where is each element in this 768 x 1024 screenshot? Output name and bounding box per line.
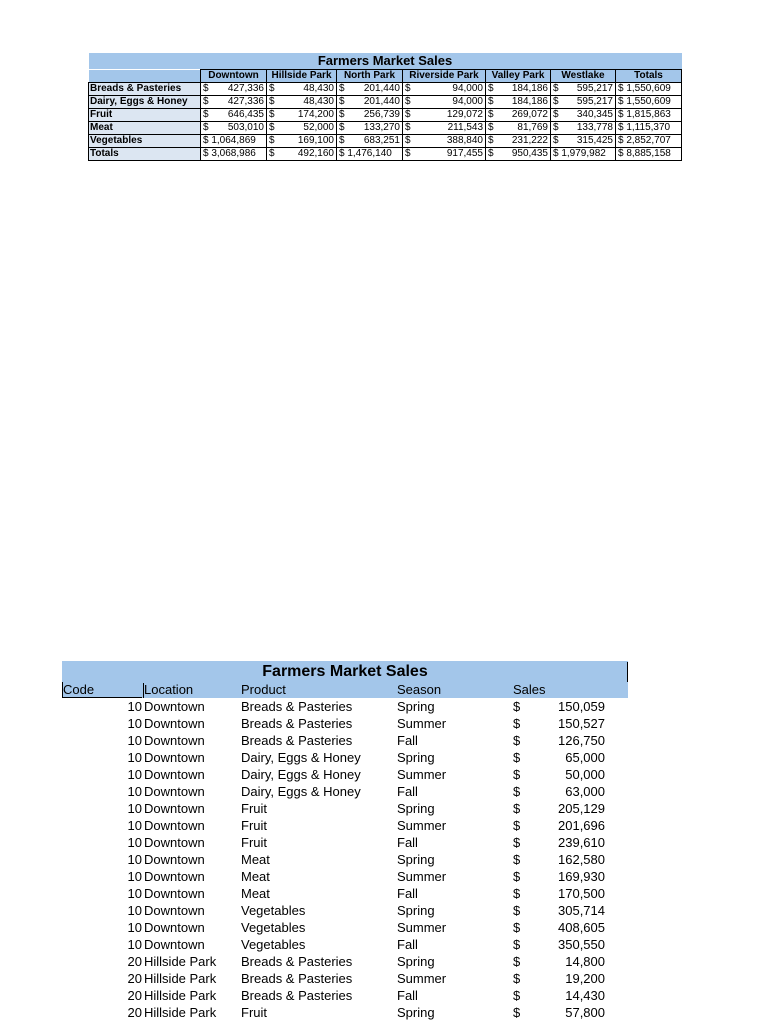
- list-title[interactable]: Farmers Market Sales: [262, 663, 428, 680]
- season-cell[interactable]: Spring: [397, 801, 435, 816]
- sales-cell[interactable]: 162,580: [558, 852, 605, 867]
- summary-col-header[interactable]: North Park: [337, 70, 403, 83]
- header-product[interactable]: Product: [241, 682, 286, 697]
- location-cell[interactable]: Hillside Park: [144, 971, 217, 986]
- summary-row-label[interactable]: Fruit: [89, 109, 201, 122]
- currency-symbol: $: [513, 920, 521, 935]
- code-cell[interactable]: 10: [127, 750, 142, 765]
- summary-value-cell[interactable]: [201, 148, 267, 161]
- season-cell[interactable]: Spring: [397, 699, 435, 714]
- summary-header-row: [89, 70, 682, 83]
- sales-cell[interactable]: 14,800: [565, 954, 605, 969]
- summary-value-cell[interactable]: [403, 109, 486, 122]
- code-cell[interactable]: 10: [127, 801, 142, 816]
- list-row: [62, 749, 628, 766]
- summary-value-cell[interactable]: [616, 122, 682, 135]
- summary-value: 427,336: [227, 96, 264, 107]
- summary-value-cell[interactable]: [486, 122, 551, 135]
- currency-symbol: $: [513, 869, 521, 884]
- location-cell[interactable]: Downtown: [144, 767, 205, 782]
- summary-value: 917,455: [446, 148, 483, 159]
- season-cell[interactable]: Fall: [397, 733, 418, 748]
- summary-value-cell[interactable]: [551, 83, 616, 96]
- currency-symbol: $: [513, 1005, 521, 1020]
- product-cell[interactable]: Meat: [241, 869, 270, 884]
- summary-value-cell[interactable]: [551, 148, 616, 161]
- product-cell[interactable]: Vegetables: [241, 920, 306, 935]
- currency-symbol: $: [488, 135, 494, 146]
- header-location[interactable]: Location: [144, 682, 194, 697]
- summary-value: 315,425: [576, 135, 613, 146]
- summary-value: 8,885,158: [626, 148, 671, 159]
- summary-row: [89, 109, 682, 122]
- code-cell[interactable]: 10: [127, 920, 142, 935]
- currency-symbol: $: [405, 109, 411, 120]
- summary-value-cell[interactable]: [486, 109, 551, 122]
- currency-symbol: $: [269, 148, 275, 159]
- list-rows: [62, 698, 628, 1021]
- summary-row: [89, 83, 682, 96]
- currency-symbol: $: [553, 122, 559, 133]
- list-row: [62, 698, 628, 715]
- summary-value-cell[interactable]: [403, 135, 486, 148]
- sales-cell[interactable]: 57,800: [565, 1005, 605, 1020]
- summary-value-cell[interactable]: [337, 148, 403, 161]
- summary-value-cell[interactable]: [486, 96, 551, 109]
- summary-value: 48,430: [303, 83, 334, 94]
- sales-cell[interactable]: 150,527: [558, 716, 605, 731]
- list-row: [62, 987, 628, 1004]
- season-cell[interactable]: Spring: [397, 1005, 435, 1020]
- product-cell[interactable]: Fruit: [241, 835, 267, 850]
- product-cell[interactable]: Breads & Pasteries: [241, 733, 353, 748]
- summary-row-label[interactable]: Breads & Pasteries: [89, 83, 201, 96]
- location-cell[interactable]: Hillside Park: [144, 954, 217, 969]
- currency-symbol: $: [513, 852, 521, 867]
- summary-value: 950,435: [511, 148, 548, 159]
- sales-cell[interactable]: 19,200: [565, 971, 605, 986]
- summary-value-cell[interactable]: [403, 96, 486, 109]
- list-row: [62, 902, 628, 919]
- currency-symbol: $: [513, 733, 521, 748]
- summary-value-cell[interactable]: [267, 122, 337, 135]
- summary-value: 683,251: [363, 135, 400, 146]
- summary-col-header[interactable]: Westlake: [551, 70, 616, 83]
- summary-value-cell[interactable]: [267, 109, 337, 122]
- summary-corner-cell[interactable]: [89, 70, 201, 83]
- header-code[interactable]: Code: [63, 682, 95, 697]
- summary-value: 595,217: [576, 96, 613, 107]
- summary-value: 1,550,609: [626, 83, 671, 94]
- summary-value-cell[interactable]: [337, 135, 403, 148]
- list-row: [62, 868, 628, 885]
- sales-cell[interactable]: 201,696: [558, 818, 605, 833]
- code-cell[interactable]: 20: [127, 971, 142, 986]
- sales-cell[interactable]: 50,000: [565, 767, 605, 782]
- summary-value: 340,345: [576, 109, 613, 120]
- summary-value: 269,072: [511, 109, 548, 120]
- summary-value: 201,440: [363, 96, 400, 107]
- summary-value-cell[interactable]: [337, 122, 403, 135]
- summary-value-cell[interactable]: [551, 96, 616, 109]
- product-cell[interactable]: Breads & Pasteries: [241, 716, 353, 731]
- summary-value: 2,852,707: [626, 135, 671, 146]
- location-cell[interactable]: Downtown: [144, 699, 205, 714]
- season-cell[interactable]: Summer: [397, 869, 447, 884]
- product-cell[interactable]: Fruit: [241, 801, 267, 816]
- summary-value-cell[interactable]: [201, 83, 267, 96]
- currency-symbol: $: [203, 122, 209, 133]
- sales-cell[interactable]: 63,000: [565, 784, 605, 799]
- location-cell[interactable]: Downtown: [144, 835, 205, 850]
- summary-value: 184,186: [511, 83, 548, 94]
- summary-col-header[interactable]: Downtown: [201, 70, 267, 83]
- list-row: [62, 1004, 628, 1021]
- code-cell[interactable]: 10: [127, 937, 142, 952]
- season-cell[interactable]: Spring: [397, 903, 435, 918]
- summary-value: 1,064,869: [211, 135, 256, 146]
- currency-symbol: $: [405, 96, 411, 107]
- currency-symbol: $: [553, 83, 559, 94]
- sales-cell[interactable]: 170,500: [558, 886, 605, 901]
- summary-value-cell[interactable]: [267, 96, 337, 109]
- season-cell[interactable]: Summer: [397, 767, 447, 782]
- currency-symbol: $: [203, 109, 209, 120]
- code-cell[interactable]: 20: [127, 1005, 142, 1020]
- season-cell[interactable]: Spring: [397, 954, 435, 969]
- summary-value: 503,010: [227, 122, 264, 133]
- season-cell[interactable]: Fall: [397, 886, 418, 901]
- summary-value-cell[interactable]: [201, 135, 267, 148]
- season-cell[interactable]: Fall: [397, 784, 418, 799]
- season-cell[interactable]: Summer: [397, 716, 447, 731]
- currency-symbol: $: [513, 750, 521, 765]
- currency-symbol: $: [488, 96, 494, 107]
- summary-row-label[interactable]: Dairy, Eggs & Honey: [89, 96, 201, 109]
- currency-symbol: $: [618, 83, 627, 94]
- summary-value-cell[interactable]: [616, 109, 682, 122]
- season-cell[interactable]: Summer: [397, 971, 447, 986]
- currency-symbol: $: [513, 818, 521, 833]
- currency-symbol: $: [339, 135, 345, 146]
- currency-symbol: $: [405, 122, 411, 133]
- summary-value: 52,000: [303, 122, 334, 133]
- summary-value-cell[interactable]: [337, 109, 403, 122]
- location-cell[interactable]: Hillside Park: [144, 1005, 217, 1020]
- cell-cursor: [627, 662, 628, 682]
- summary-value: 1,476,140: [347, 148, 392, 159]
- summary-value: 133,270: [363, 122, 400, 133]
- summary-value-cell[interactable]: [551, 122, 616, 135]
- product-cell[interactable]: Dairy, Eggs & Honey: [241, 750, 361, 765]
- summary-row: [89, 96, 682, 109]
- currency-symbol: $: [513, 954, 521, 969]
- product-cell[interactable]: Fruit: [241, 818, 267, 833]
- summary-value-cell[interactable]: [201, 109, 267, 122]
- selected-cell-outline: [62, 682, 142, 698]
- summary-value-cell[interactable]: [616, 148, 682, 161]
- summary-value-cell[interactable]: [551, 135, 616, 148]
- summary-value-cell[interactable]: [616, 96, 682, 109]
- code-cell[interactable]: 20: [127, 954, 142, 969]
- currency-symbol: $: [618, 122, 627, 133]
- summary-value-cell[interactable]: [201, 96, 267, 109]
- code-cell[interactable]: 10: [127, 835, 142, 850]
- currency-symbol: $: [339, 109, 345, 120]
- code-cell[interactable]: 10: [127, 818, 142, 833]
- code-cell[interactable]: 10: [127, 852, 142, 867]
- season-cell[interactable]: Spring: [397, 750, 435, 765]
- product-cell[interactable]: Breads & Pasteries: [241, 988, 353, 1003]
- header-sales[interactable]: Sales: [513, 682, 546, 697]
- summary-row: [89, 122, 682, 135]
- summary-value-cell[interactable]: [403, 83, 486, 96]
- summary-row: [89, 148, 682, 161]
- summary-value: 1,979,982: [561, 148, 606, 159]
- header-season[interactable]: Season: [397, 682, 442, 697]
- summary-value: 174,200: [297, 109, 334, 120]
- season-cell[interactable]: Fall: [397, 835, 418, 850]
- summary-col-header[interactable]: Riverside Park: [403, 70, 486, 83]
- summary-value-cell[interactable]: [201, 122, 267, 135]
- location-cell[interactable]: Downtown: [144, 784, 205, 799]
- summary-col-header[interactable]: Valley Park: [486, 70, 551, 83]
- location-cell[interactable]: Downtown: [144, 733, 205, 748]
- summary-value-cell[interactable]: [551, 109, 616, 122]
- sales-cell[interactable]: 350,550: [558, 937, 605, 952]
- summary-value: 1,550,609: [626, 96, 671, 107]
- season-cell[interactable]: Summer: [397, 920, 447, 935]
- column-divider: [143, 683, 144, 698]
- summary-value-cell[interactable]: [616, 135, 682, 148]
- currency-symbol: $: [269, 83, 275, 94]
- summary-value: 133,778: [576, 122, 613, 133]
- currency-symbol: $: [405, 135, 411, 146]
- currency-symbol: $: [203, 83, 209, 94]
- code-cell[interactable]: 10: [127, 903, 142, 918]
- summary-value: 646,435: [227, 109, 264, 120]
- summary-value-cell[interactable]: [403, 122, 486, 135]
- summary-title-row: [89, 53, 682, 70]
- summary-value: 129,072: [446, 109, 483, 120]
- list-row: [62, 834, 628, 851]
- currency-symbol: $: [513, 903, 521, 918]
- summary-table: [88, 53, 682, 161]
- sales-cell[interactable]: 150,059: [558, 699, 605, 714]
- currency-symbol: $: [405, 148, 411, 159]
- season-cell[interactable]: Summer: [397, 818, 447, 833]
- summary-title[interactable]: Farmers Market Sales: [89, 53, 682, 70]
- product-cell[interactable]: Fruit: [241, 1005, 267, 1020]
- location-cell[interactable]: Downtown: [144, 801, 205, 816]
- currency-symbol: $: [553, 135, 559, 146]
- list-row: [62, 936, 628, 953]
- summary-value-cell[interactable]: [267, 148, 337, 161]
- season-cell[interactable]: Spring: [397, 852, 435, 867]
- location-cell[interactable]: Downtown: [144, 886, 205, 901]
- sales-cell[interactable]: 305,714: [558, 903, 605, 918]
- sales-cell[interactable]: 14,430: [565, 988, 605, 1003]
- code-cell[interactable]: 10: [127, 699, 142, 714]
- currency-symbol: $: [203, 148, 212, 159]
- list-row: [62, 732, 628, 749]
- location-cell[interactable]: Downtown: [144, 716, 205, 731]
- code-cell[interactable]: 20: [127, 988, 142, 1003]
- summary-value-cell[interactable]: [403, 148, 486, 161]
- code-cell[interactable]: 10: [127, 869, 142, 884]
- sales-cell[interactable]: 239,610: [558, 835, 605, 850]
- summary-value: 492,160: [297, 148, 334, 159]
- sales-cell[interactable]: 408,605: [558, 920, 605, 935]
- product-cell[interactable]: Dairy, Eggs & Honey: [241, 767, 361, 782]
- list-row: [62, 851, 628, 868]
- currency-symbol: $: [488, 109, 494, 120]
- currency-symbol: $: [339, 96, 345, 107]
- currency-symbol: $: [488, 83, 494, 94]
- currency-symbol: $: [513, 988, 521, 1003]
- list-row: [62, 783, 628, 800]
- summary-value: 427,336: [227, 83, 264, 94]
- summary-value: 211,543: [447, 122, 483, 133]
- currency-symbol: $: [339, 148, 348, 159]
- summary-value: 48,430: [303, 96, 334, 107]
- summary-value-cell[interactable]: [616, 83, 682, 96]
- currency-symbol: $: [513, 699, 521, 714]
- summary-value-cell[interactable]: [337, 96, 403, 109]
- summary-value: 256,739: [363, 109, 400, 120]
- summary-col-header[interactable]: Hillside Park: [267, 70, 337, 83]
- product-cell[interactable]: Meat: [241, 852, 270, 867]
- list-row: [62, 953, 628, 970]
- code-cell[interactable]: 10: [127, 733, 142, 748]
- currency-symbol: $: [269, 122, 275, 133]
- summary-value: 184,186: [511, 96, 548, 107]
- summary-row-label[interactable]: Vegetables: [89, 135, 201, 148]
- summary-value: 81,769: [517, 122, 548, 133]
- list-row: [62, 919, 628, 936]
- currency-symbol: $: [269, 109, 275, 120]
- location-cell[interactable]: Downtown: [144, 920, 205, 935]
- summary-value: 1,815,863: [626, 109, 671, 120]
- code-cell[interactable]: 10: [127, 784, 142, 799]
- location-cell[interactable]: Downtown: [144, 750, 205, 765]
- summary-value-cell[interactable]: [486, 135, 551, 148]
- product-cell[interactable]: Dairy, Eggs & Honey: [241, 784, 361, 799]
- currency-symbol: $: [513, 767, 521, 782]
- currency-symbol: $: [513, 937, 521, 952]
- summary-value: 94,000: [452, 96, 483, 107]
- currency-symbol: $: [618, 148, 627, 159]
- summary-value-cell[interactable]: [486, 148, 551, 161]
- list-row: [62, 766, 628, 783]
- currency-symbol: $: [405, 83, 411, 94]
- summary-row: [89, 135, 682, 148]
- currency-symbol: $: [553, 109, 559, 120]
- summary-value-cell[interactable]: [486, 83, 551, 96]
- summary-value: 1,115,370: [626, 122, 671, 133]
- product-cell[interactable]: Vegetables: [241, 937, 306, 952]
- summary-col-header[interactable]: Totals: [616, 70, 682, 83]
- list-row: [62, 817, 628, 834]
- currency-symbol: $: [553, 148, 562, 159]
- list-row: [62, 800, 628, 817]
- product-cell[interactable]: Vegetables: [241, 903, 306, 918]
- currency-symbol: $: [513, 835, 521, 850]
- summary-value-cell[interactable]: [337, 83, 403, 96]
- currency-symbol: $: [203, 96, 209, 107]
- code-cell[interactable]: 10: [127, 767, 142, 782]
- currency-symbol: $: [488, 122, 494, 133]
- product-cell[interactable]: Breads & Pasteries: [241, 699, 353, 714]
- location-cell[interactable]: Downtown: [144, 903, 205, 918]
- currency-symbol: $: [513, 801, 521, 816]
- summary-value-cell[interactable]: [267, 135, 337, 148]
- currency-symbol: $: [618, 96, 627, 107]
- currency-symbol: $: [513, 886, 521, 901]
- currency-symbol: $: [203, 135, 212, 146]
- currency-symbol: $: [553, 96, 559, 107]
- sales-cell[interactable]: 169,930: [558, 869, 605, 884]
- code-cell[interactable]: 10: [127, 886, 142, 901]
- product-cell[interactable]: Breads & Pasteries: [241, 954, 353, 969]
- summary-value: 169,100: [297, 135, 334, 146]
- location-cell[interactable]: Downtown: [144, 937, 205, 952]
- sales-cell[interactable]: 65,000: [565, 750, 605, 765]
- season-cell[interactable]: Fall: [397, 937, 418, 952]
- list-row: [62, 885, 628, 902]
- currency-symbol: $: [339, 83, 345, 94]
- location-cell[interactable]: Downtown: [144, 818, 205, 833]
- location-cell[interactable]: Downtown: [144, 852, 205, 867]
- season-cell[interactable]: Fall: [397, 988, 418, 1003]
- summary-value: 388,840: [446, 135, 483, 146]
- location-cell[interactable]: Hillside Park: [144, 988, 217, 1003]
- currency-symbol: $: [339, 122, 345, 133]
- summary-value: 3,068,986: [211, 148, 256, 159]
- currency-symbol: $: [513, 784, 521, 799]
- summary-value-cell[interactable]: [267, 83, 337, 96]
- list-header-row: [62, 682, 628, 698]
- currency-symbol: $: [618, 135, 627, 146]
- summary-value: 595,217: [576, 83, 613, 94]
- summary-value: 94,000: [452, 83, 483, 94]
- currency-symbol: $: [513, 971, 521, 986]
- summary-row-label[interactable]: Meat: [89, 122, 201, 135]
- list-row: [62, 715, 628, 732]
- currency-symbol: $: [618, 109, 627, 120]
- location-cell[interactable]: Downtown: [144, 869, 205, 884]
- currency-symbol: $: [488, 148, 494, 159]
- summary-row-label[interactable]: Totals: [89, 148, 201, 161]
- summary-value: 201,440: [363, 83, 400, 94]
- sales-cell[interactable]: 126,750: [558, 733, 605, 748]
- currency-symbol: $: [513, 716, 521, 731]
- code-cell[interactable]: 10: [127, 716, 142, 731]
- product-cell[interactable]: Breads & Pasteries: [241, 971, 353, 986]
- list-row: [62, 970, 628, 987]
- currency-symbol: $: [269, 96, 275, 107]
- sales-cell[interactable]: 205,129: [558, 801, 605, 816]
- currency-symbol: $: [269, 135, 275, 146]
- product-cell[interactable]: Meat: [241, 886, 270, 901]
- summary-value: 231,222: [511, 135, 548, 146]
